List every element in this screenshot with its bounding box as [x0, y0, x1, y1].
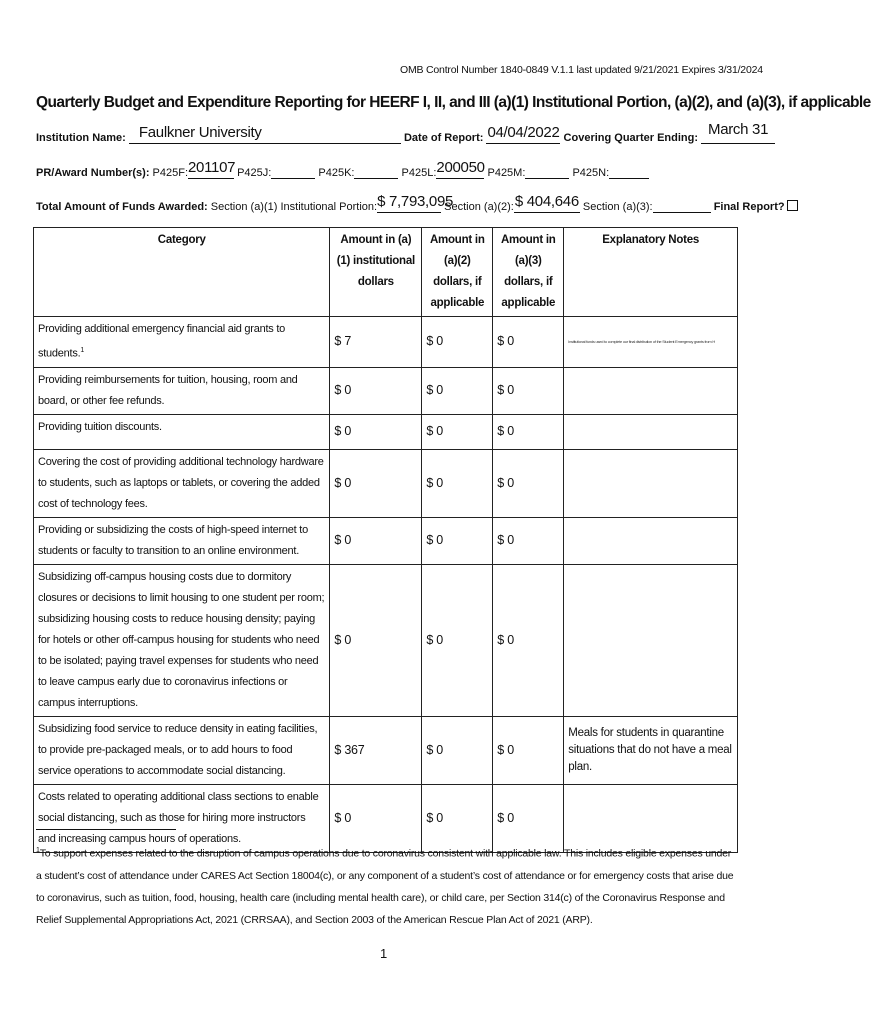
- total-funds-label: Total Amount of Funds Awarded:: [36, 201, 208, 213]
- table-row: [34, 317, 738, 368]
- a3-amount[interactable]: $ 0: [493, 317, 564, 368]
- p425j-label: P425J:: [237, 167, 272, 179]
- explanatory-note[interactable]: [564, 414, 738, 449]
- explanatory-note[interactable]: [564, 517, 738, 564]
- final-report-label: Final Report?: [713, 201, 785, 213]
- p425k-field[interactable]: [354, 166, 398, 179]
- date-field[interactable]: [486, 124, 560, 144]
- date-label: Date of Report:: [403, 132, 484, 144]
- a2-amount[interactable]: $ 0: [422, 716, 493, 784]
- p425m-label: P425M:: [487, 167, 526, 179]
- quarter-label: Covering Quarter Ending:: [563, 132, 699, 144]
- header-a1: Amount in (a)(1) institutional dollars: [330, 228, 422, 317]
- a3-amount[interactable]: $ 0: [493, 367, 564, 414]
- a3-amount[interactable]: $ 0: [493, 414, 564, 449]
- category-text: Providing additional emergency financial aid grants to students.: [38, 323, 285, 360]
- final-report-checkbox[interactable]: [787, 200, 798, 211]
- a3-amount[interactable]: $ 0: [493, 564, 564, 716]
- p425n-label: P425N:: [572, 167, 610, 179]
- category-cell: Providing reimbursements for tuition, housing, room and board, or other fee refunds.: [34, 367, 330, 414]
- a2-amount[interactable]: $ 0: [422, 414, 493, 449]
- p425k-label: P425K:: [318, 167, 355, 179]
- expenditure-table: [33, 227, 738, 853]
- explanatory-note[interactable]: Meals for students in quarantine situations that do not have a meal plan.: [564, 716, 738, 784]
- a1-portion-value: $ 7,793,095: [377, 193, 454, 210]
- a3-label: Section (a)(3):: [582, 201, 653, 213]
- a2-amount[interactable]: $ 0: [422, 564, 493, 716]
- p425f-field[interactable]: [188, 159, 236, 179]
- a1-amount[interactable]: $ 7: [330, 317, 422, 368]
- quarter-field[interactable]: [701, 121, 775, 144]
- header-a3: Amount in (a)(3) dollars, if applicable: [493, 228, 564, 317]
- institution-field[interactable]: [129, 124, 401, 144]
- award-line: [36, 159, 649, 179]
- footnote-divider: [36, 829, 176, 830]
- header-category: Category: [34, 228, 330, 317]
- explanatory-note[interactable]: [564, 317, 738, 368]
- a2-value: $ 404,646: [514, 193, 579, 210]
- p425l-label: P425L:: [401, 167, 437, 179]
- p425f-label: P425F:: [152, 167, 189, 179]
- a1-portion-label: Section (a)(1) Institutional Portion:: [210, 201, 378, 213]
- a1-amount[interactable]: $ 0: [330, 517, 422, 564]
- award-label: PR/Award Number(s):: [36, 167, 150, 179]
- table-row: [34, 367, 738, 414]
- header-notes: Explanatory Notes: [564, 228, 738, 317]
- a3-amount[interactable]: $ 0: [493, 517, 564, 564]
- footnote-text: To support expenses related to the disruption of campus operations due to coronavirus consistent with applicable law. This includes eligible expenses under a student’s cost of attendance under CARES Act Section 18004(c), or any component of a student’s cost of attendance or for emergency costs that arise due to coronavirus, such as tuition, food, housing, health care (including mental health care), or child care, per Section 314(c) of the Coronavirus Response and Relief Supplemental Appropriations Act, 2021 (CRRSAA), and Section 2003 of the American Rescue Plan Act of 2021 (ARP).: [36, 847, 734, 926]
- category-cell: Providing or subsidizing the costs of high-speed internet to students or faculty to transition to an online environment.: [34, 517, 330, 564]
- p425l-field[interactable]: [436, 159, 485, 179]
- a2-amount[interactable]: $ 0: [422, 317, 493, 368]
- explanatory-note[interactable]: [564, 564, 738, 716]
- quarter-value: March 31: [708, 121, 769, 138]
- category-cell: Costs related to operating additional class sections to enable social distancing, such as those for hiring more instructors and increasing campus hours of operations.: [34, 784, 330, 852]
- p425l-value: 200050: [436, 159, 485, 176]
- a2-amount[interactable]: $ 0: [422, 784, 493, 852]
- table-row: [34, 449, 738, 517]
- header-a2: Amount in (a)(2) dollars, if applicable: [422, 228, 493, 317]
- footnote-number: 1: [36, 847, 40, 854]
- omb-control-number: OMB Control Number 1840-0849 V.1.1 last updated 9/21/2021 Expires 3/31/2024: [400, 64, 763, 76]
- total-funds-line: [36, 193, 798, 213]
- category-cell: [34, 317, 330, 368]
- explanatory-note[interactable]: [564, 449, 738, 517]
- note-text: Institutional funds used to complete our final distribution of the Student Emergency grants from H: [568, 338, 715, 344]
- a1-portion-field[interactable]: [377, 193, 454, 213]
- institution-value: Faulkner University: [138, 124, 262, 141]
- a1-amount[interactable]: $ 0: [330, 367, 422, 414]
- a3-amount[interactable]: $ 0: [493, 449, 564, 517]
- institution-label: Institution Name:: [36, 132, 126, 144]
- institution-line: [36, 121, 775, 144]
- page-title: Quarterly Budget and Expenditure Reporting for HEERF I, II, and III (a)(1) Institutional Portion, (a)(2), and (a)(3), if applicable: [36, 94, 871, 111]
- a3-field[interactable]: [653, 200, 711, 213]
- table-header-row: [34, 228, 738, 317]
- a1-amount[interactable]: $ 0: [330, 784, 422, 852]
- explanatory-note[interactable]: [564, 367, 738, 414]
- footnote-marker: 1: [80, 347, 85, 354]
- a1-amount[interactable]: $ 0: [330, 449, 422, 517]
- a3-amount[interactable]: $ 0: [493, 784, 564, 852]
- table-row: [34, 414, 738, 449]
- p425f-value: 201107: [188, 159, 236, 176]
- a3-amount[interactable]: $ 0: [493, 716, 564, 784]
- table-row: [34, 517, 738, 564]
- category-cell: Covering the cost of providing additional technology hardware to students, such as laptops or tablets, or covering the added cost of technology fees.: [34, 449, 330, 517]
- p425j-field[interactable]: [271, 166, 315, 179]
- a1-amount[interactable]: $ 0: [330, 414, 422, 449]
- a1-amount[interactable]: $ 0: [330, 564, 422, 716]
- p425m-field[interactable]: [525, 166, 569, 179]
- table-row: [34, 564, 738, 716]
- a2-amount[interactable]: $ 0: [422, 517, 493, 564]
- category-cell: Subsidizing off-campus housing costs due to dormitory closures or decisions to limit housing to one student per room; subsidizing housing costs to reduce housing density; paying for hotels or other off-campus housing for students who need to be isolated; paying travel expenses for students who need to leave campus early due to coronavirus infections or campus interruptions.: [34, 564, 330, 716]
- a1-amount[interactable]: $ 367: [330, 716, 422, 784]
- a2-field[interactable]: [514, 193, 580, 213]
- p425n-field[interactable]: [609, 166, 649, 179]
- a2-amount[interactable]: $ 0: [422, 367, 493, 414]
- a2-label: Section (a)(2):: [444, 201, 514, 213]
- table-row: [34, 716, 738, 784]
- a2-amount[interactable]: $ 0: [422, 449, 493, 517]
- page-number: 1: [380, 946, 388, 961]
- category-cell: Providing tuition discounts.: [34, 414, 330, 449]
- category-cell: Subsidizing food service to reduce density in eating facilities, to provide pre-packaged meals, or to add hours to food service operations to accommodate social distancing.: [34, 716, 330, 784]
- date-value: 04/04/2022: [487, 124, 560, 141]
- footnote: [36, 840, 736, 931]
